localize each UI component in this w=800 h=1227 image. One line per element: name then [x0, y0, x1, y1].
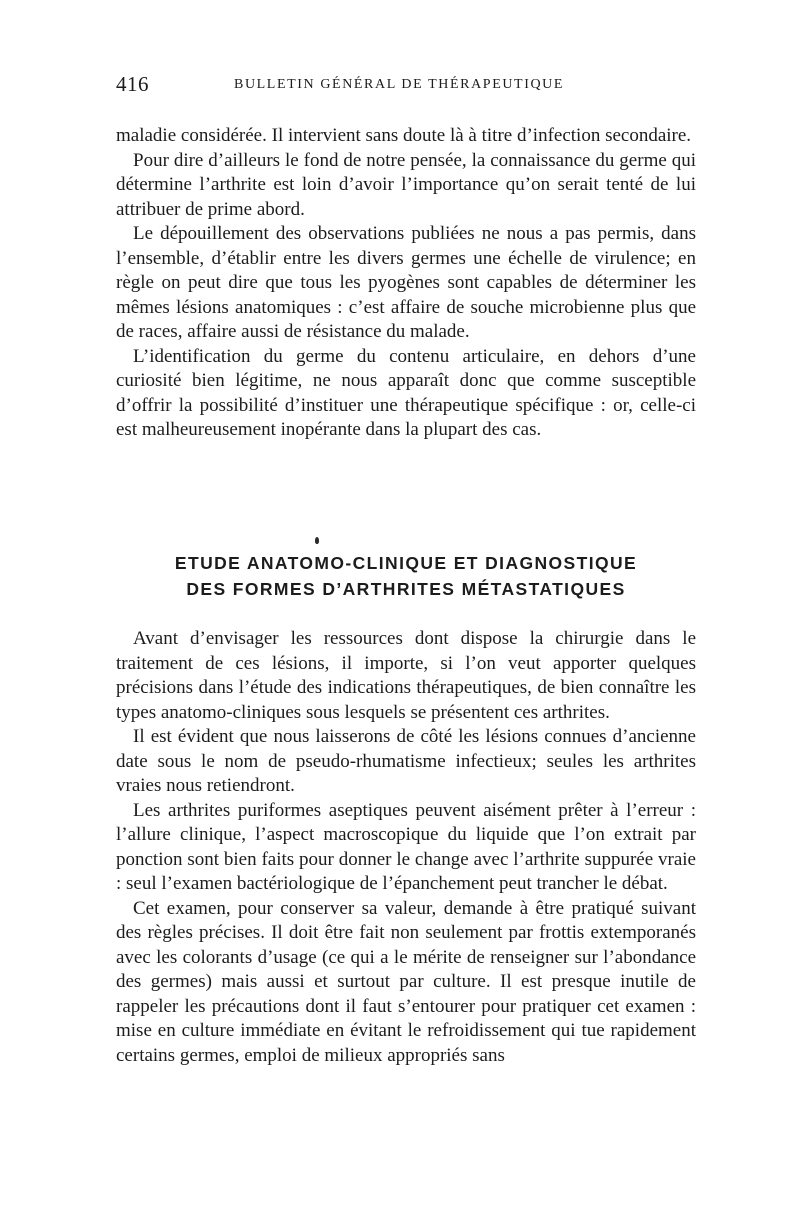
paragraph: Il est évident que nous laisserons de côté les lésions connues d’ancienne date sous le nom de pseudo-rhumatisme infectieux; seules les arthrites vraies nous retiendront.	[116, 726, 696, 796]
paragraph: Les arthrites puriformes aseptiques peuvent aisément prêter à l’erreur : l’allure clinique, l’aspect macroscopique du liquide que l’on extrait par ponction sont bien faits pour donner le change avec l’arthrite suppurée vraie : seul l’examen bactériologique de l’épanchement peut trancher le débat.	[116, 799, 696, 894]
paragraph: Pour dire d’ailleurs le fond de notre pensée, la connaissance du germe qui détermine l’arthrite est loin d’avoir l’importance qu’on serait tenté de lui attribuer de prime abord.	[116, 149, 696, 220]
paragraph: L’identification du germe du contenu articulaire, en dehors d’une curiosité bien légitime, ne nous apparaît donc que comme susceptible d’offrir la possibilité d’instituer une thérapeutique spécifique : or, celle-ci est malheureusement inopérante dans la plupart des cas.	[116, 345, 696, 440]
journal-title: BULLETIN GÉNÉRAL DE THÉRAPEUTIQUE	[234, 77, 565, 92]
paragraph: maladie considérée. Il intervient sans doute là à titre d’infection secondaire.	[116, 125, 692, 146]
section-heading-line-2: DES FORMES D’ARTHRITES MÉTASTATIQUES	[186, 579, 626, 599]
ornament-mark	[315, 537, 319, 544]
body-text-section-2	[116, 627, 696, 1068]
paragraph: Le dépouillement des observations publiées ne nous a pas permis, dans l’ensemble, d’établir entre les divers germes une échelle de virulence; en règle on peut dire que tous les pyogènes sont capables de déterminer les mêmes lésions anatomiques : c’est affaire de souche microbienne plus que de races, affaire aussi de résistance du malade.	[116, 223, 696, 342]
page-number: 416	[116, 72, 149, 96]
paragraph: Avant d’envisager les ressources dont dispose la chirurgie dans le traitement de ces lésions, il importe, si l’on veut apporter quelques précisions dans l’étude des indications thérapeutiques, de bien connaître les types anatomo-cliniques sous lesquels se présentent ces arthrites.	[116, 628, 696, 723]
body-text-section-1	[116, 124, 696, 443]
section-heading-line-1: ETUDE ANATOMO-CLINIQUE ET DIAGNOSTIQUE	[174, 553, 638, 573]
paragraph: Cet examen, pour conserver sa valeur, demande à être pratiqué suivant des règles précises. Il doit être fait non seulement par frottis extemporanés avec les colorants d’usage (ce qui a le mérite de renseigner sur l’abondance des germes) mais aussi et surtout par culture. Il est presque inutile de rappeler les précautions dont il faut s’entourer pour pratiquer cet examen : mise en culture immédiate en évitant le refroidissement qui tue rapidement certains germes, emploi de milieux appropriés sans	[116, 897, 696, 1066]
running-header	[116, 72, 696, 102]
